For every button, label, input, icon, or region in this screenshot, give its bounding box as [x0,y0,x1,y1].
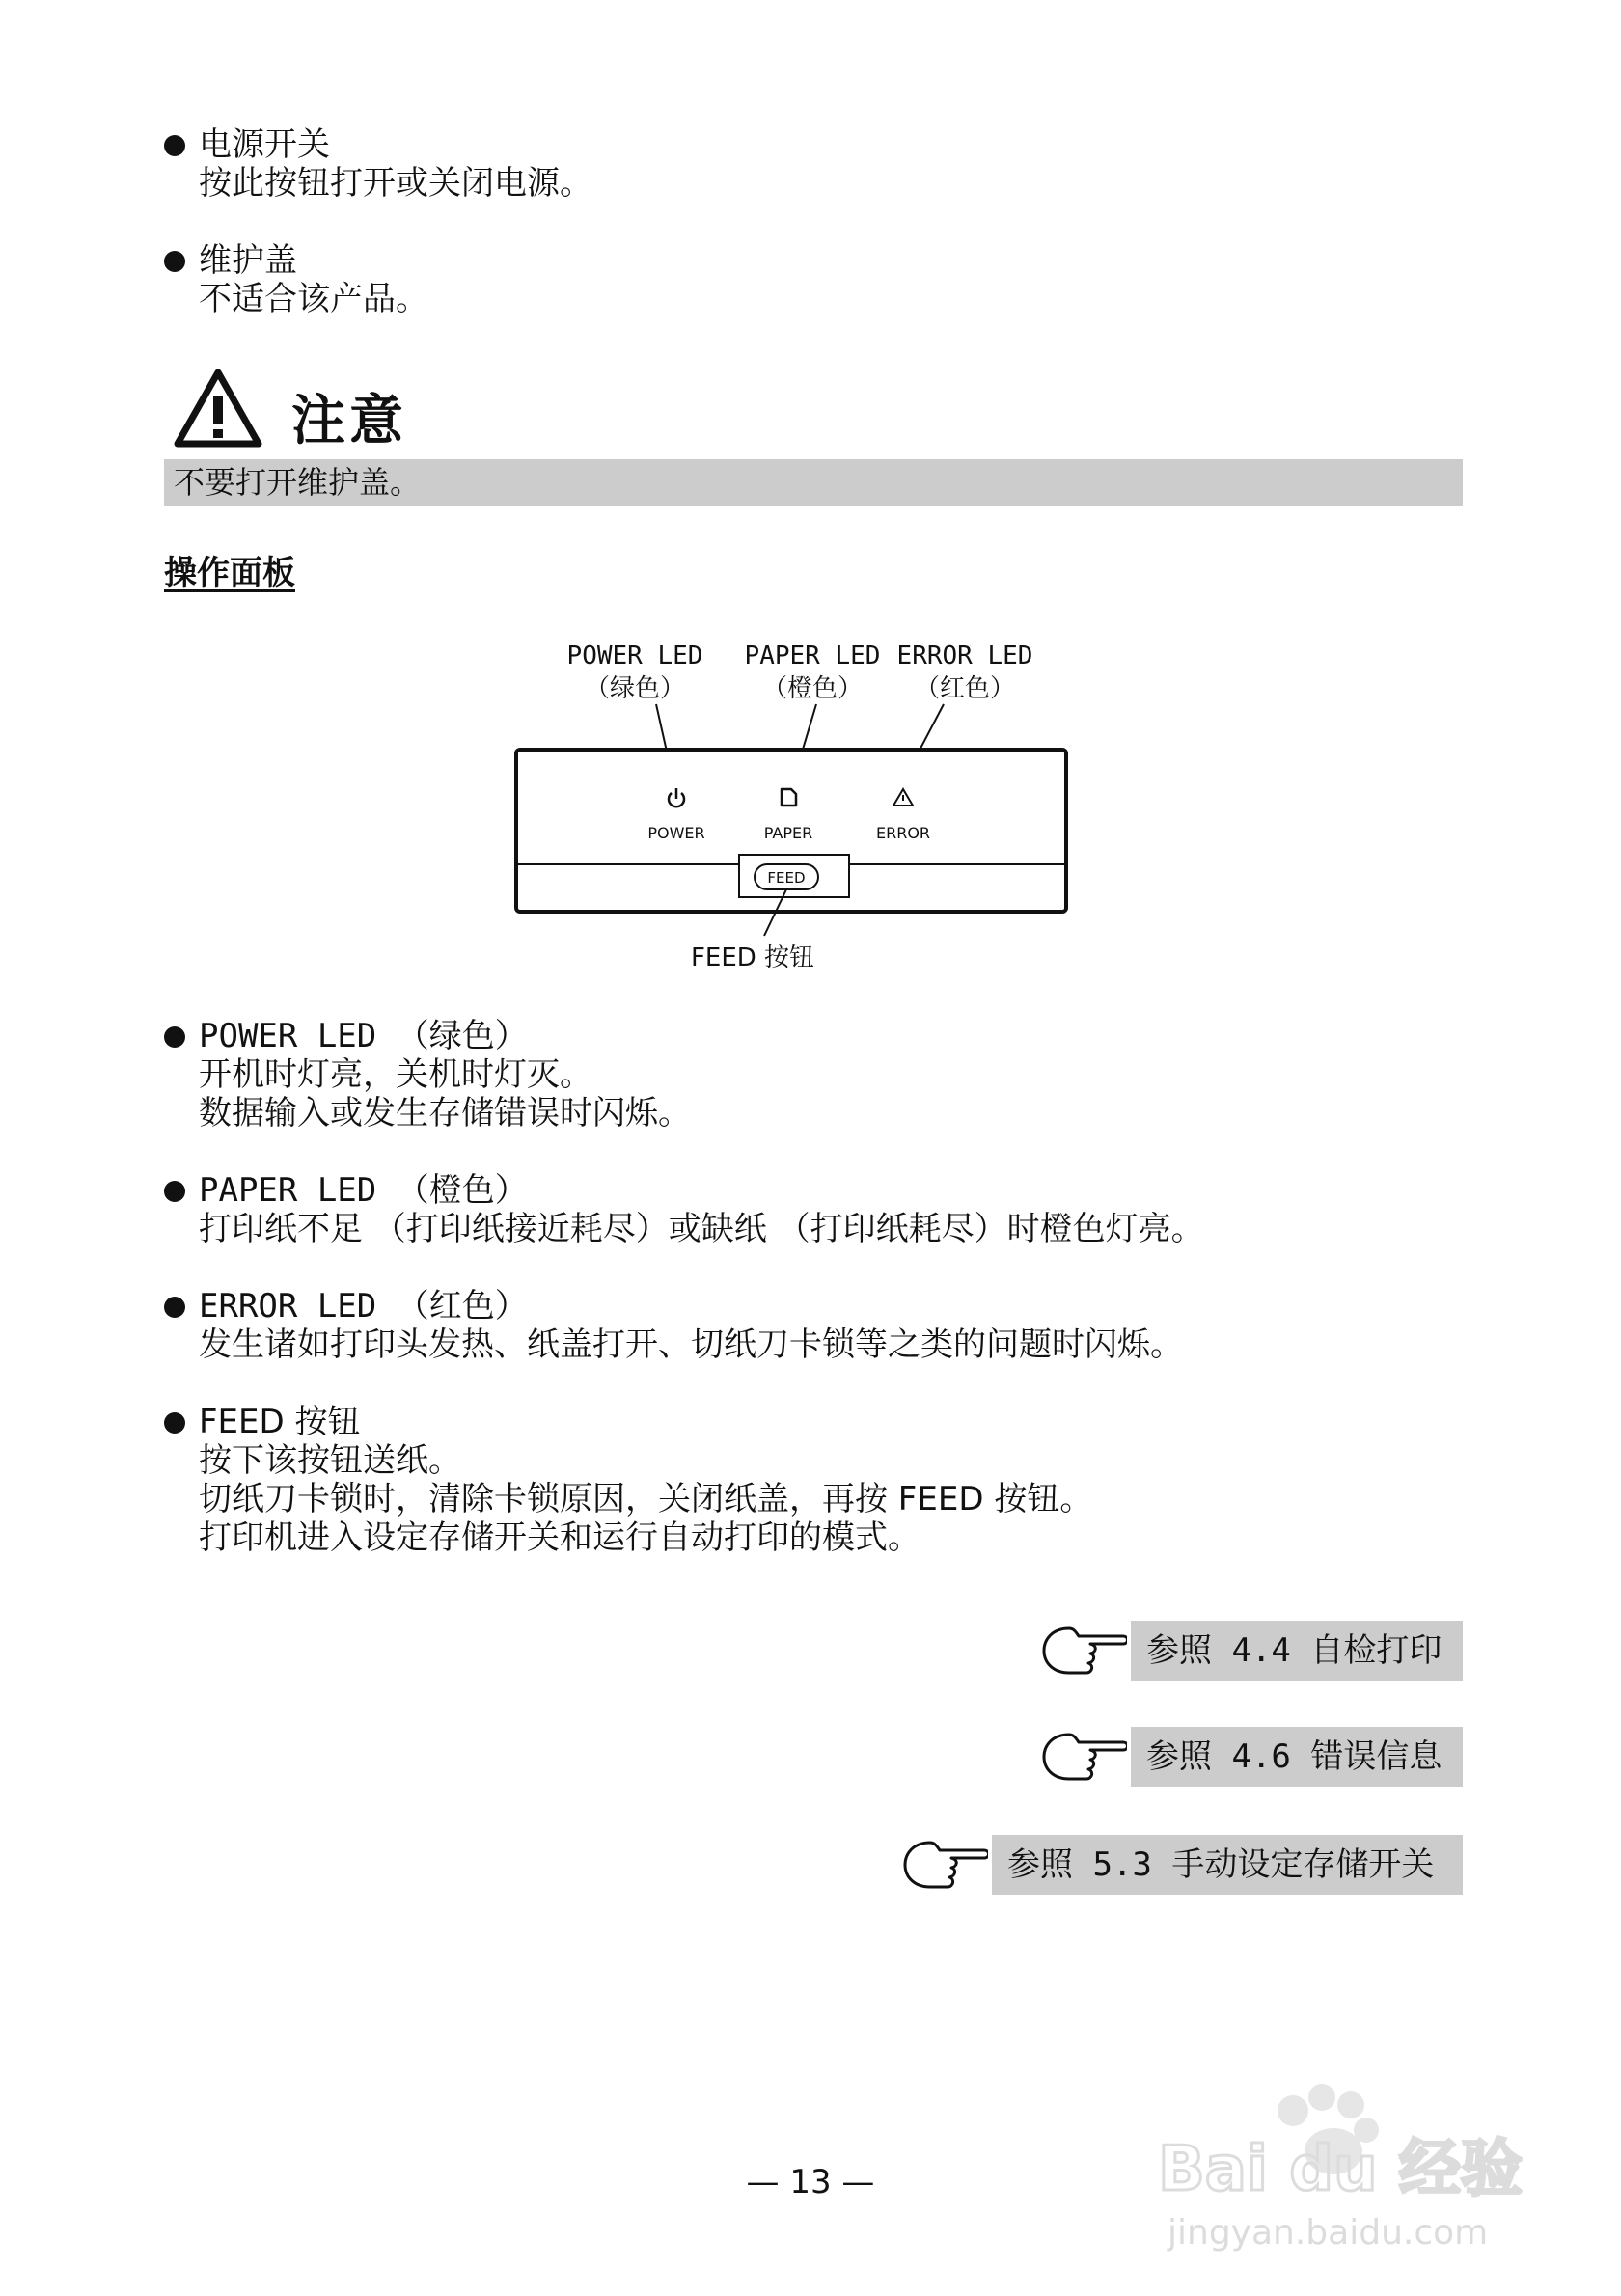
item-desc: 打印机进入设定存储开关和运行自动打印的模式。 [199,1518,920,1557]
page-number: — 13 — [746,2163,875,2201]
reference-error-info[interactable] [1040,1727,1463,1787]
item-desc: 打印纸不足 （打印纸接近耗尽）或缺纸 （打印纸耗尽）时橙色灯亮。 [199,1210,1204,1248]
panel-label-paper: PAPER [763,824,813,842]
item-title: PAPER LED （橙色） [199,1171,528,1210]
bullet-dot [164,1026,185,1048]
bullet-dot [164,1412,185,1434]
watermark-url: jingyan.baidu.com [1168,2213,1489,2253]
bullet-dot [164,251,185,272]
callout-feed-button: FEED 按钮 [690,943,815,972]
item-title: FEED 按钮 [199,1403,361,1441]
callout-error-led: ERROR LED [896,642,1033,670]
callout-power-led-color: （绿色） [584,674,686,703]
bullet-item-power-led [164,1017,691,1133]
watermark-brand: Bai du 经验 [1158,2134,1523,2205]
reference-label: 参照 4.4 自检打印 [1131,1621,1463,1681]
panel-label-error: ERROR [875,824,931,842]
operation-panel-diagram [502,637,1100,1003]
pointing-hand-icon [901,1835,988,1895]
item-desc: 按下该按钮送纸。 [199,1441,461,1480]
pointing-hand-icon [1040,1727,1127,1787]
item-desc: 不适合该产品。 [199,280,428,318]
feed-button-label: FEED [767,869,806,887]
item-desc: 数据输入或发生存储错误时闪烁。 [199,1094,691,1133]
caution-title: 注意 [291,390,407,452]
callout-power-led: POWER LED [566,642,703,670]
item-title: 电源开关 [199,125,330,164]
panel-label-power: POWER [647,824,705,842]
pointing-hand-icon [1040,1621,1127,1681]
bullet-dot [164,135,185,156]
reference-label: 参照 5.3 手动设定存储开关 [992,1835,1463,1895]
item-desc: 按此按钮打开或关闭电源。 [199,164,592,203]
bullet-dot [164,1297,185,1318]
bullet-item-maintenance-cover [164,241,428,318]
bullet-item-error-led [164,1287,1183,1364]
item-title: 维护盖 [199,241,297,280]
bullet-item-power-switch [164,125,592,203]
baidu-watermark [1148,2055,1553,2267]
reference-self-test[interactable] [1040,1621,1463,1681]
item-desc: 发生诸如打印头发热、纸盖打开、切纸刀卡锁等之类的问题时闪烁。 [199,1326,1183,1364]
item-desc: 切纸刀卡锁时，清除卡锁原因，关闭纸盖，再按 FEED 按钮。 [199,1480,1093,1518]
callout-paper-led: PAPER LED [744,642,881,670]
reference-memory-switch[interactable] [901,1835,1463,1895]
warning-triangle-icon [172,367,264,450]
caution-text: 不要打开维护盖。 [164,459,1463,506]
item-title: ERROR LED （红色） [199,1287,528,1326]
section-title: 操作面板 [164,554,295,592]
reference-label: 参照 4.6 错误信息 [1131,1727,1463,1787]
item-desc: 开机时灯亮，关机时灯灭。 [199,1055,592,1094]
bullet-item-paper-led [164,1171,1204,1248]
callout-paper-led-color: （橙色） [761,674,864,703]
bullet-dot [164,1181,185,1202]
bullet-item-feed-button [164,1403,1092,1557]
callout-error-led-color: （红色） [914,674,1016,703]
item-title: POWER LED （绿色） [199,1017,528,1055]
